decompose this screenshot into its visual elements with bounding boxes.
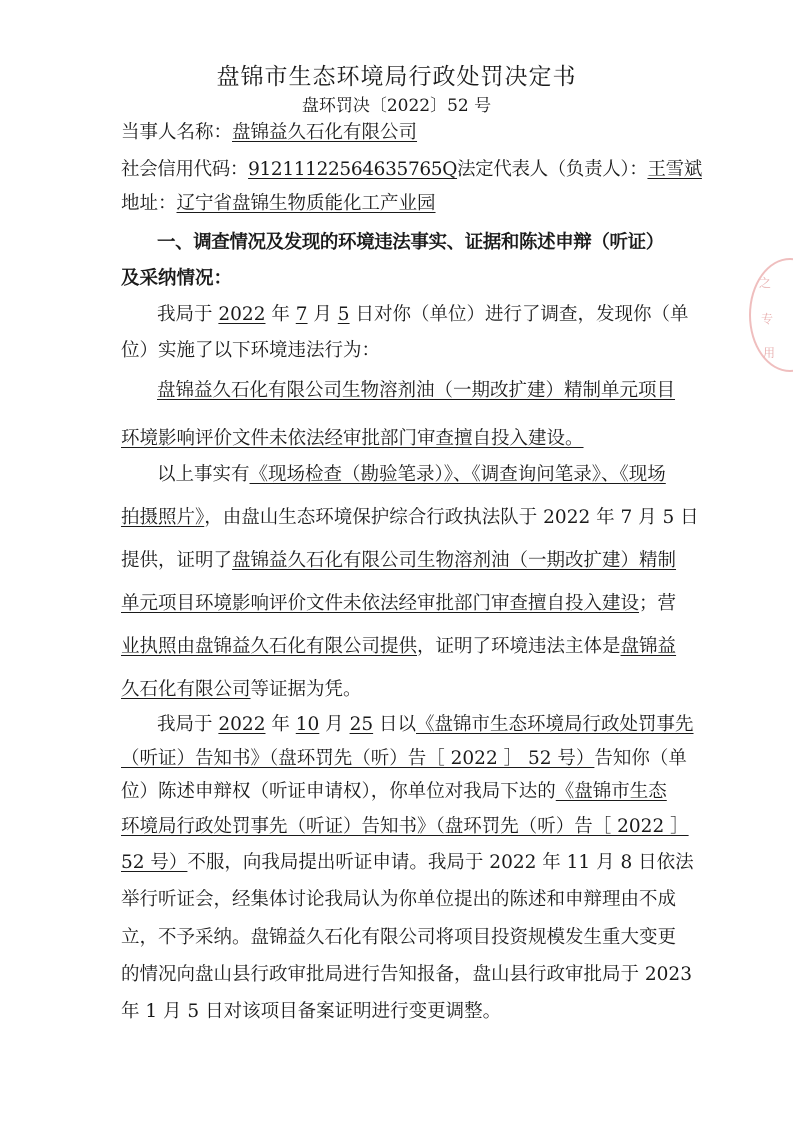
p3-text: 告知你（单 [594,748,687,769]
p3-notice-title: 《盘锦市生态 [555,781,667,802]
violation-line2: 环境影响评价文件未依法经审批部门审查擅自投入建设。 [121,428,584,449]
paragraph3-line3 [121,777,667,803]
p1-text-d: 日对你（单位）进行了调查，发现你（单 [349,304,689,325]
paragraph2-line1 [157,460,666,486]
paragraph3-line5 [121,848,694,874]
paragraph3-line4: 环境局行政处罚事先（听证）告知书》（盘环罚先（听）告［ 2022 ］ [121,816,689,837]
paragraph1-line2: 位）实施了以下环境违法行为： [121,340,381,361]
p3-day: 25 [349,714,374,735]
p2-text: 提供，证明了 [121,550,233,571]
p2-text: ，证明了环境违法主体是 [417,636,621,657]
p3-notice-title: 52 号） [121,852,188,873]
p2-fact: 久石化有限公司 [121,679,251,700]
p2-text: 以上事实有 [157,464,250,485]
credit-code-value: 91211122564635765Q [248,159,458,180]
paragraph2-line4 [121,589,676,615]
credit-code-line [121,155,702,181]
paragraph3-line2 [121,744,687,770]
seal-char: 用 [763,346,776,360]
address-label: 地址： [121,193,177,214]
paragraph2-line2 [121,503,699,529]
p2-evidence: 《现场检查（勘验笔录）》、《调查询问笔录》、《现场 [249,464,666,485]
address-line [121,189,436,215]
section1-heading: 一、调查情况及发现的环境违法事实、证据和陈述申辩（听证） [157,232,664,253]
p3-text: 年 [265,714,296,735]
p2-fact: 盘锦益 [620,636,677,657]
p3-text: 我局于 [157,714,219,735]
p3-notice-title: （听证）告知书》（盘环罚先（听）告［ 2022 ］ 52 号） [121,748,595,769]
p2-evidence: 业执照 [121,636,177,657]
document-title: 盘锦市生态环境局行政处罚决定书 [216,64,577,90]
p3-text: 月 [319,714,350,735]
paragraph3-line7: 立，不予采纳。盘锦益久石化有限公司将项目投资规模发生重大变更 [121,927,677,948]
p3-year: 2022 [218,714,266,735]
violation-line1: 盘锦益久石化有限公司生物溶剂油（一期改扩建）精制单元项目 [157,380,676,401]
seal-char: 之 [759,276,772,290]
p1-text-a: 我局于 [157,304,219,325]
paragraph2-line3 [121,546,676,572]
p2-text: ，由盘山生态环境保护综合行政执法队于 2022 年 7 月 5 日 [204,507,699,528]
paragraph3-line1 [157,710,694,736]
p1-text-c: 月 [307,304,338,325]
paragraph2-line6 [121,675,362,701]
p1-day: 5 [337,304,350,325]
p1-year: 2022 [218,304,266,325]
p3-text: 日以 [373,714,416,735]
paragraph1-line1 [157,300,688,326]
section1-heading-cont: 及采纳情况： [121,268,233,289]
p3-notice-title: 《盘锦市生态环境局行政处罚事先 [416,714,694,735]
p2-text: 等证据为凭。 [250,679,362,700]
p2-fact: 单元项目环境影响评价文件未依法经审批部门审查擅自投入建设 [121,593,640,614]
paragraph3-line6: 举行听证会，经集体讨论我局认为你单位提出的陈述和申辩理由不成 [121,889,677,910]
party-name-line [121,118,417,144]
seal-char: 专 [761,312,774,326]
address-value: 辽宁省盘锦生物质能化工产业园 [176,193,436,214]
party-name-label: 当事人名称： [121,122,233,143]
paragraph3-line8: 的情况向盘山县行政审批局进行告知报备，盘山县行政审批局于 2023 [121,964,692,985]
credit-code-label: 社会信用代码： [121,159,249,180]
p2-fact: 盘锦益久石化有限公司生物溶剂油（一期改扩建）精制 [232,550,677,571]
legal-rep-label: 法定代表人（负责人）： [457,159,648,180]
p3-month: 10 [295,714,320,735]
p2-evidence: 拍摄照片》 [121,507,205,528]
paragraph2-line5 [121,632,676,658]
p1-text-b: 年 [265,304,296,325]
legal-rep-value: 王雪斌 [647,159,702,180]
p2-fact: 由盘锦益久石化有限公司提供 [176,636,418,657]
paragraph3-line9: 年 1 月 5 日对该项目备案证明进行变更调整。 [121,1001,502,1022]
official-seal-fragment [749,258,793,372]
p3-text: 位）陈述申辩权（听证申请权），你单位对我局下达的 [121,781,556,802]
p2-text: ；营 [639,593,677,614]
document-number: 盘环罚决〔2022〕52 号 [301,96,492,116]
p1-month: 7 [295,304,308,325]
p3-text: 不服，向我局提出听证申请。我局于 2022 年 11 月 8 日依法 [187,852,694,873]
party-name-value: 盘锦益久石化有限公司 [232,122,418,143]
